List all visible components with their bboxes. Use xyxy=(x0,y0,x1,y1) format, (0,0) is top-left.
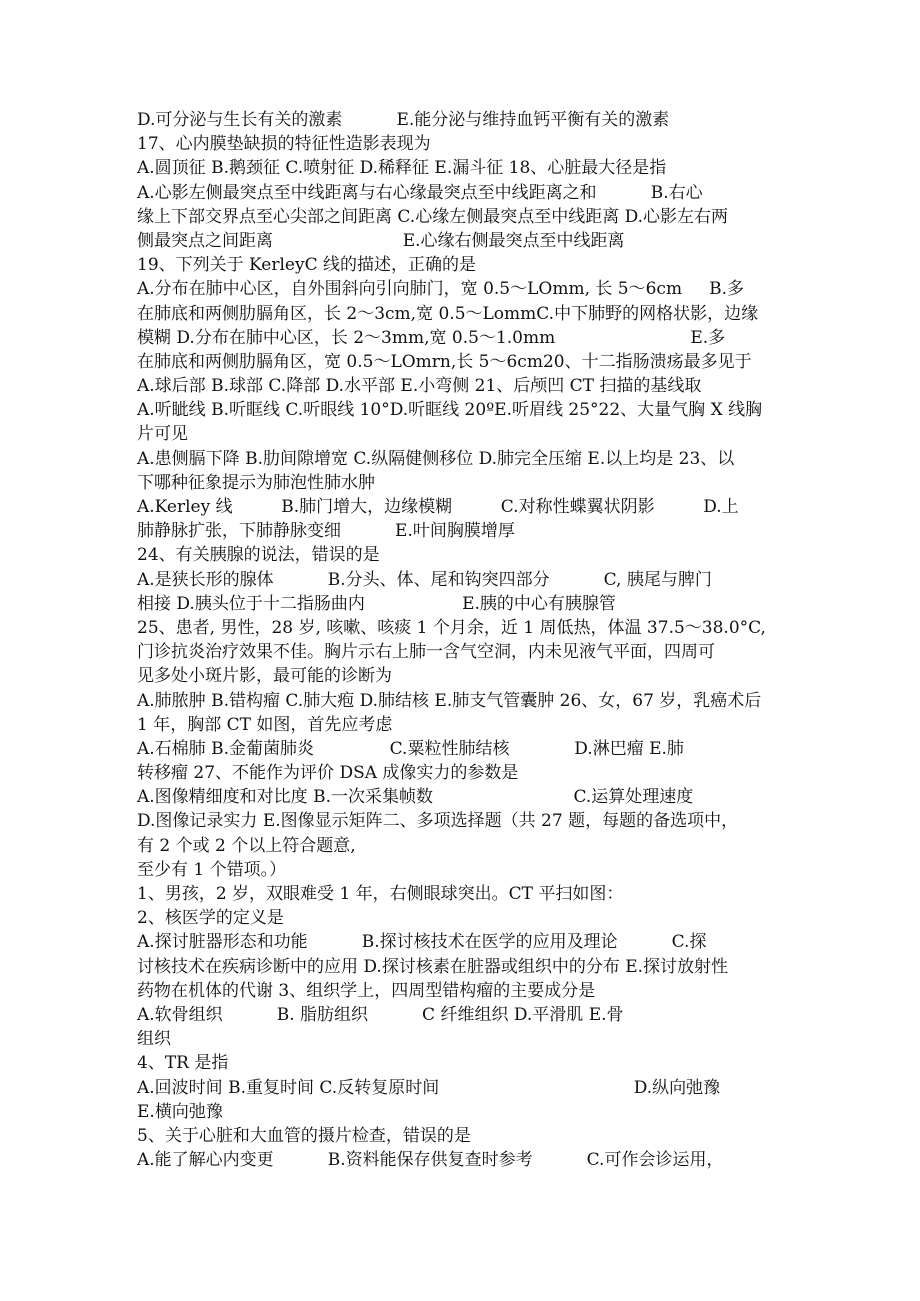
text-line: 下哪种征象提示为肺泡性肺水肿 xyxy=(137,472,375,493)
text-line: 1、男孩，2 岁，双眼难受 1 年，右侧眼球突出。CT 平扫如图： xyxy=(137,884,624,904)
text-line: 片可见 xyxy=(137,424,188,445)
text-line: A.Kerley 线 B.肺门增大，边缘模糊 C.对称性蝶翼状阴影 D.上 xyxy=(137,497,739,517)
text-line: A.心影左侧最突点至中线距离与右心缘最突点至中线距离之和 B.右心 xyxy=(137,182,703,203)
text-line: A.探讨脏器形态和功能 B.探讨核技术在医学的应用及理论 C.探 xyxy=(137,932,707,953)
text-line: A.分布在肺中心区，自外围斜向引向肺门，宽 0.5～LOmm, 长 5～6cm B.多 xyxy=(137,279,744,300)
text-line: A.球后部 B.球部 C.降部 D.水平部 E.小弯侧 21、后颅凹 CT 扫描的基线取 xyxy=(137,376,702,397)
text-line: 缘上下部交界点至心尖部之间距离 C.心缘左侧最突点至中线距离 D.心影左右两 xyxy=(137,206,729,227)
text-line: 2、核医学的定义是 xyxy=(137,908,284,929)
text-line: A.图像精细度和对比度 B.一次采集帧数 C.运算处理速度 xyxy=(137,787,694,808)
text-line: 组织 xyxy=(137,1029,171,1050)
text-line: 门诊抗炎治疗效果不佳。胸片示右上肺一含气空洞，内未见液气平面，四周可 xyxy=(137,642,715,663)
text-line: A.回波时间 B.重复时间 C.反转复原时间 D.纵向弛豫 xyxy=(137,1077,721,1098)
text-line: 至少有 1 个错项。） xyxy=(137,859,287,880)
text-line: A.石棉肺 B.金葡菌肺炎 C.粟粒性肺结核 D.淋巴瘤 E.肺 xyxy=(137,738,684,759)
text-line: 1 年，胸部 CT 如图，首先应考虑 xyxy=(137,714,393,735)
text-line: A.软骨组织 B. 脂肪组织 C 纤维组织 D.平滑肌 E.骨 xyxy=(137,1004,624,1025)
text-line: 侧最突点之间距离 E.心缘右侧最突点至中线距离 xyxy=(137,230,625,251)
text-line: 24、有关胰腺的说法，错误的是 xyxy=(137,545,380,566)
text-line: A.患侧膈下降 B.肋间隙增宽 C.纵隔健侧移位 D.肺完全压缩 E.以上均是 23、以 xyxy=(137,448,735,469)
text-line: 肺静脉扩张，下肺静脉变细 E.叶间胸膜增厚 xyxy=(137,521,515,542)
document-text-body xyxy=(137,108,787,1172)
text-line: 见多处小斑片影，最可能的诊断为 xyxy=(137,666,392,687)
text-line: A.圆顶征 B.鹅颈征 C.喷射征 D.稀释征 E.漏斗征 18、心脏最大径是指 xyxy=(137,158,667,179)
text-line: A.是狭长形的腺体 B.分头、体、尾和钩突四部分 C, 胰尾与脾门 xyxy=(137,569,712,590)
text-line: D.可分泌与生长有关的激素 E.能分泌与维持血钙平衡有关的激素 xyxy=(137,110,670,130)
text-line: 17、心内膜垫缺损的特征性造影表现为 xyxy=(137,134,431,155)
text-line: 模糊 D.分布在肺中心区，长 2～3mm,宽 0.5～1.0mm E.多 xyxy=(137,327,726,348)
text-line: A.肺脓肿 B.错构瘤 C.肺大疱 D.肺结核 E.肺支气管囊肿 26、女，67 岁，乳癌术后 xyxy=(137,690,762,711)
text-line: 在肺底和两侧肋膈角区，宽 0.5～LOmrn,长 5～6cm20、十二指肠溃疡最多见于 xyxy=(137,351,752,372)
text-line: 转移瘤 27、不能作为评价 DSA 成像实力的参数是 xyxy=(137,763,519,784)
text-line: 19、下列关于 KerleyC 线的描述，正确的是 xyxy=(137,255,476,276)
text-line: 有 2 个或 2 个以上符合题意, xyxy=(137,835,356,856)
text-line: 药物在机体的代谢 3、组织学上，四周型错构瘤的主要成分是 xyxy=(137,980,596,1001)
text-line: A.听眦线 B.听眶线 C.听眼线 10°D.听眶线 20ºE.听眉线 25°22、大量气胸 X 线胸 xyxy=(137,400,763,421)
text-line: 5、关于心脏和大血管的摄片检查，错误的是 xyxy=(137,1125,471,1146)
text-line: A.能了解心内变更 B.资料能保存供复查时参考 C.可作会诊运用， xyxy=(137,1150,724,1171)
text-line: E.横向弛豫 xyxy=(137,1101,223,1122)
text-line: 在肺底和两侧肋膈角区，长 2～3cm,宽 0.5～LommC.中下肺野的网格状影，边缘 xyxy=(137,303,759,324)
text-line: 讨核技术在疾病诊断中的应用 D.探讨核素在脏器或组织中的分布 E.探讨放射性 xyxy=(137,956,729,977)
text-line: 25、患者, 男性，28 岁, 咳嗽、咳痰 1 个月余，近 1 周低热，体温 37.5～38.0°C, xyxy=(137,617,766,638)
text-line: 相接 D.胰头位于十二指肠曲内 E.胰的中心有胰腺管 xyxy=(137,593,616,614)
text-line: 4、TR 是指 xyxy=(137,1053,229,1074)
text-line: D.图像记录实力 E.图像显示矩阵二、多项选择题（共 27 题，每题的备选项中， xyxy=(137,811,739,832)
